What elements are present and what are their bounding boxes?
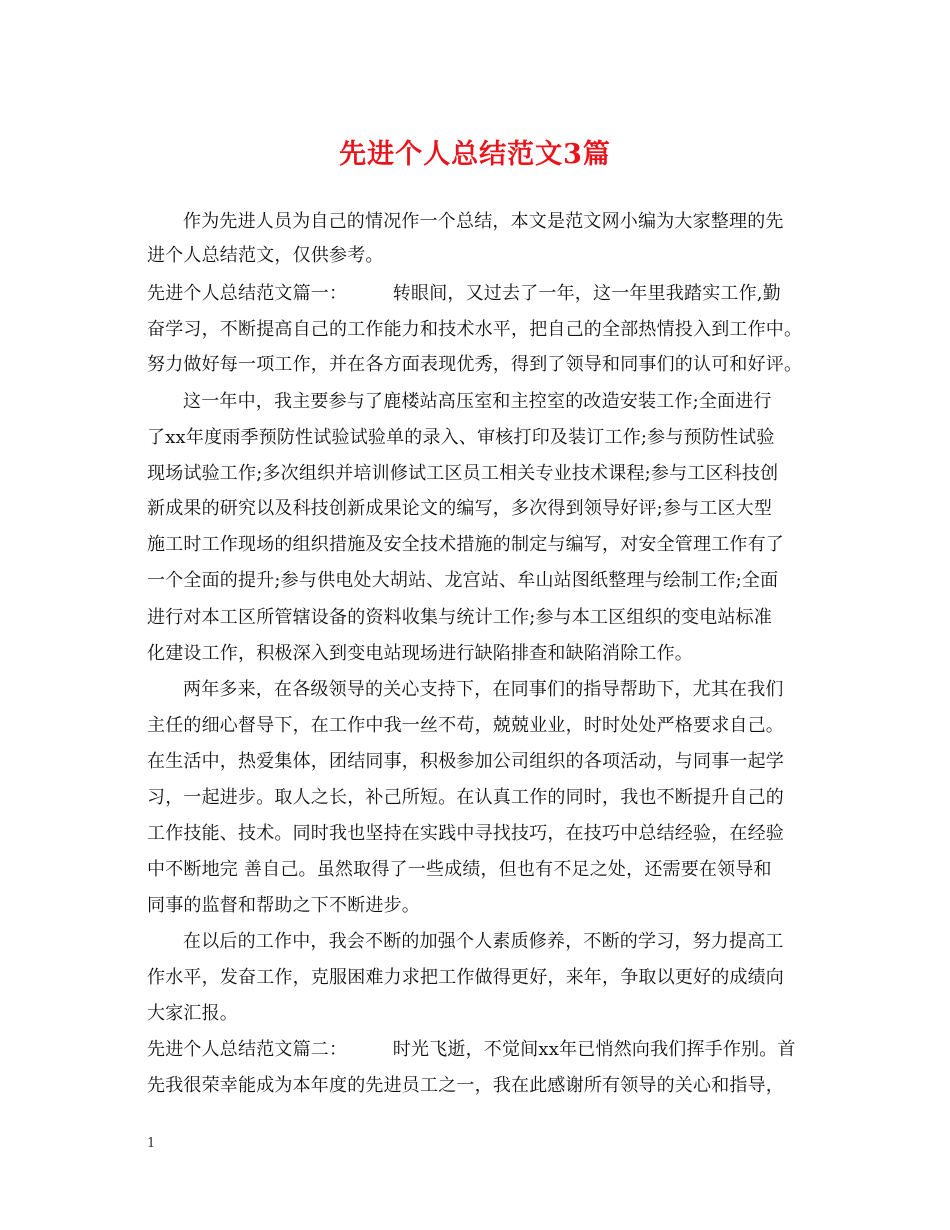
body-line-11: 一个全面的提升;参与供电处大胡站、龙宫站、牟山站图纸整理与绘制工作;全面 (147, 570, 779, 591)
body-line-14: 两年多来，在各级领导的关心支持下，在同事们的指导帮助下，尤其在我们 (183, 679, 784, 700)
body-line-6: 这一年中，我主要参与了鹿楼站高压室和主控室的改造安装工作;全面进行 (183, 391, 772, 412)
body-line-15: 主任的细心督导下，在工作中我一丝不苟，兢兢业业，时时处处严格要求自己。 (147, 715, 784, 736)
body-line-17: 习，一起进步。取人之长，补己所短。在认真工作的同时，我也不断提升自己的 (147, 787, 784, 808)
body-line-1: 作为先进人员为自己的情况作一个总结，本文是范文网小编为大家整理的先 (183, 211, 784, 232)
body-line-22: 作水平，发奋工作，克服困难力求把工作做得更好，来年，争取以更好的成绩向 (147, 967, 784, 988)
document-title: 先进个人总结范文3篇 (339, 139, 611, 170)
page-number: 1 (147, 1136, 156, 1151)
body-line-24: 先进个人总结范文篇二： 时光飞逝，不觉间xx年已悄然向我们挥手作别。首 (147, 1039, 796, 1060)
body-line-21: 在以后的工作中，我会不断的加强个人素质修养，不断的学习，努力提高工 (183, 931, 784, 952)
body-line-2: 进个人总结范文，仅供参考。 (147, 245, 384, 266)
body-line-20: 同事的监督和帮助之下不断进步。 (147, 895, 420, 916)
body-line-10: 施工时工作现场的组织措施及安全技术措施的制定与编写，对安全管理工作有了 (147, 534, 784, 555)
body-line-16: 在生活中，热爱集体，团结同事，积极参加公司组织的各项活动，与同事一起学 (147, 751, 784, 772)
body-line-18: 工作技能、技术。同时我也坚持在实践中寻找技巧，在技巧中总结经验，在经验 (147, 823, 784, 844)
body-line-12: 进行对本工区所管辖设备的资料收集与统计工作;参与本工区组织的变电站标准 (147, 607, 773, 628)
body-line-23: 大家汇报。 (147, 1003, 238, 1024)
body-line-9: 新成果的研究以及科技创新成果论文的编写，多次得到领导好评;参与工区大型 (147, 498, 773, 519)
body-line-4: 奋学习，不断提高自己的工作能力和技术水平，把自己的全部热情投入到工作中。 (147, 319, 803, 340)
body-line-5: 努力做好每一项工作，并在各方面表现优秀，得到了领导和同事们的认可和好评。 (147, 354, 803, 375)
body-line-8: 现场试验工作;多次组织并培训修试工区员工相关专业技术课程;参与工区科技创 (147, 463, 779, 484)
body-line-25: 先我很荣幸能成为本年度的先进员工之一，我在此感谢所有领导的关心和指导， (147, 1075, 784, 1096)
body-line-7: 了xx年度雨季预防性试验试验单的录入、审核打印及装订工作;参与预防性试验 (147, 427, 775, 448)
body-line-19: 中不断地完 善自己。虽然取得了一些成绩，但也有不足之处，还需要在领导和 (147, 859, 772, 880)
body-line-13: 化建设工作，积极深入到变电站现场进行缺陷排查和缺陷消除工作。 (147, 643, 693, 664)
body-line-3: 先进个人总结范文篇一： 转眼间，又过去了一年，这一年里我踏实工作,勤 (147, 283, 781, 304)
